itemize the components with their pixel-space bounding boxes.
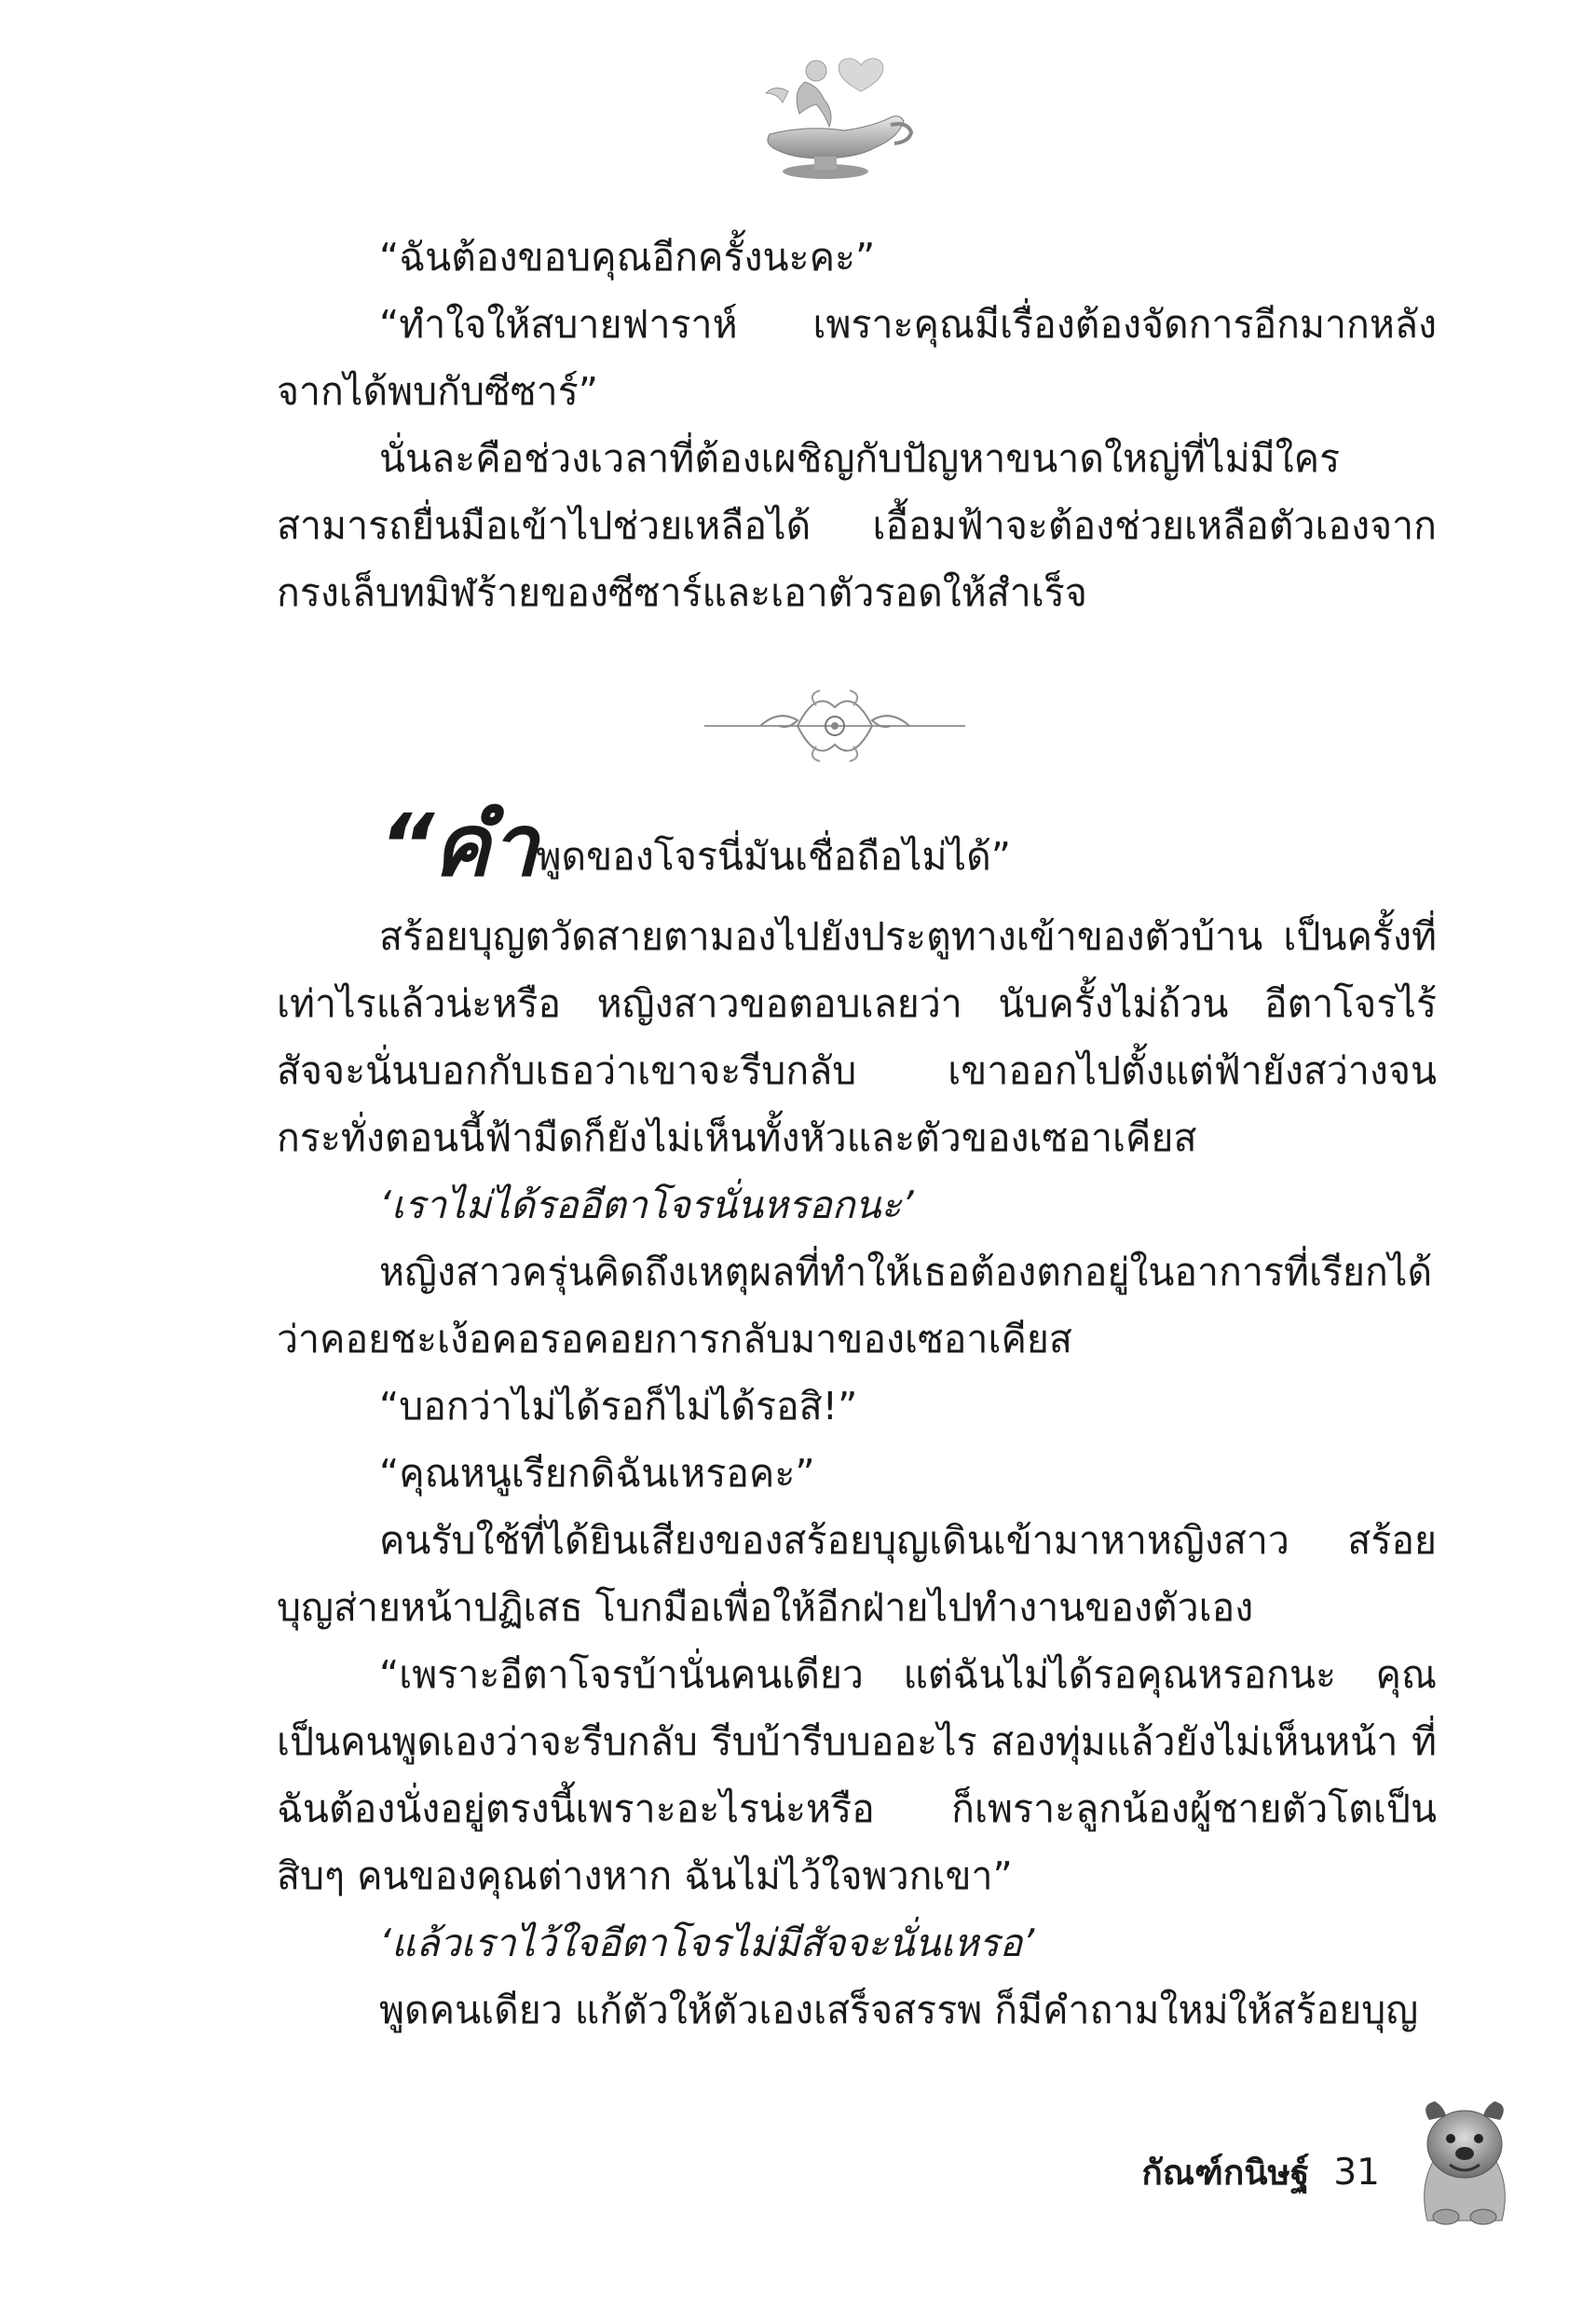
paragraph: “ทำใจให้สบายฟาราห์ เพราะคุณมีเรื่องต้องจัดการอีกมากหลังจากได้พบกับซีซาร์” — [277, 302, 1437, 414]
section-one — [277, 224, 1437, 626]
paragraph: คนรับใช้ที่ได้ยินเสียงของสร้อยบุญเดินเข้ามาหาหญิงสาว สร้อยบุญส่ายหน้าปฏิเสธ โบกมือเพื่อให้อีกฝ่ายไปทำงานของตัวเอง — [277, 1518, 1437, 1630]
paragraph: “บอกว่าไม่ได้รอก็ไม่ได้รอสิ!” — [379, 1384, 858, 1429]
drop-cap-word: “คำ — [379, 796, 537, 896]
paragraph-inner-thought: ‘เราไม่ได้รออีตาโจรนั่นหรอกนะ’ — [379, 1183, 914, 1227]
paragraph: หญิงสาวครุ่นคิดถึงเหตุผลที่ทำให้เธอต้องตกอยู่ในอาการที่เรียกได้ว่าคอยชะเง้อคอรอคอยการกลับมาของเซอาเคียส — [277, 1250, 1433, 1361]
paragraph: “ฉันต้องขอบคุณอีกครั้งนะคะ” — [379, 235, 876, 280]
cupid-lamp-ornament-icon — [751, 45, 919, 183]
paragraph: “คุณหนูเรียกดิฉันเหรอคะ” — [379, 1451, 815, 1496]
chapter-opening-line — [277, 796, 1437, 903]
page-number: 31 — [1333, 2152, 1380, 2194]
section-two — [277, 796, 1437, 2044]
bulldog-illustration-icon — [1409, 2099, 1521, 2225]
paragraph: “เพราะอีตาโจรบ้านั่นคนเดียว แต่ฉันไม่ได้รอคุณหรอกนะ คุณเป็นคนพูดเองว่าจะรีบกลับ รีบบ้ารีบบออะไร สองทุ่มแล้วยังไม่เห็นหน้า ที่ฉันต้องนั่งอยู่ตรงนี้เพราะอะไรน่ะหรือ ก็เพราะลูกน้องผู้ชายตัวโตเป็นสิบๆ คนของคุณต่างหาก ฉันไม่ไว้ใจพวกเขา” — [277, 1652, 1437, 1898]
scroll-divider-ornament-icon — [704, 677, 965, 775]
paragraph-inner-thought: ‘แล้วเราไว้ใจอีตาโจรไม่มีสัจจะนั่นเหรอ’ — [379, 1921, 1035, 1965]
paragraph: พูดคนเดียว แก้ตัวให้ตัวเองเสร็จสรรพ ก็มีคำถามใหม่ให้สร้อยบุญ — [379, 1988, 1419, 2032]
book-title: กัณฑ์กนิษฐ์ — [1141, 2153, 1310, 2193]
paragraph: นั่นละคือช่วงเวลาที่ต้องเผชิญกับปัญหาขนาดใหญ่ที่ไม่มีใครสามารถยื่นมือเข้าไปช่วยเหลือได้ เอื้อมฟ้าจะต้องช่วยเหลือตัวเองจากกรงเล็บทมิฬร้ายของซีซาร์และเอาตัวรอดให้สำเร็จ — [277, 436, 1437, 615]
paragraph: สร้อยบุญตวัดสายตามองไปยังประตูทางเข้าของตัวบ้าน เป็นครั้งที่เท่าไรแล้วน่ะหรือ หญิงสาวขอตอบเลยว่า นับครั้งไม่ถ้วน อีตาโจรไร้สัจจะนั่นบอกกับเธอว่าเขาจะรีบกลับ เขาออกไปตั้งแต่ฟ้ายังสว่างจนกระทั่งตอนนี้ฟ้ามืดก็ยังไม่เห็นทั้งหัวและตัวของเซอาเคียส — [277, 914, 1437, 1160]
page-footer — [1141, 2145, 1380, 2200]
opening-line-rest: พูดของโจรนี่มันเชื่อถือไม่ได้” — [536, 834, 1011, 879]
